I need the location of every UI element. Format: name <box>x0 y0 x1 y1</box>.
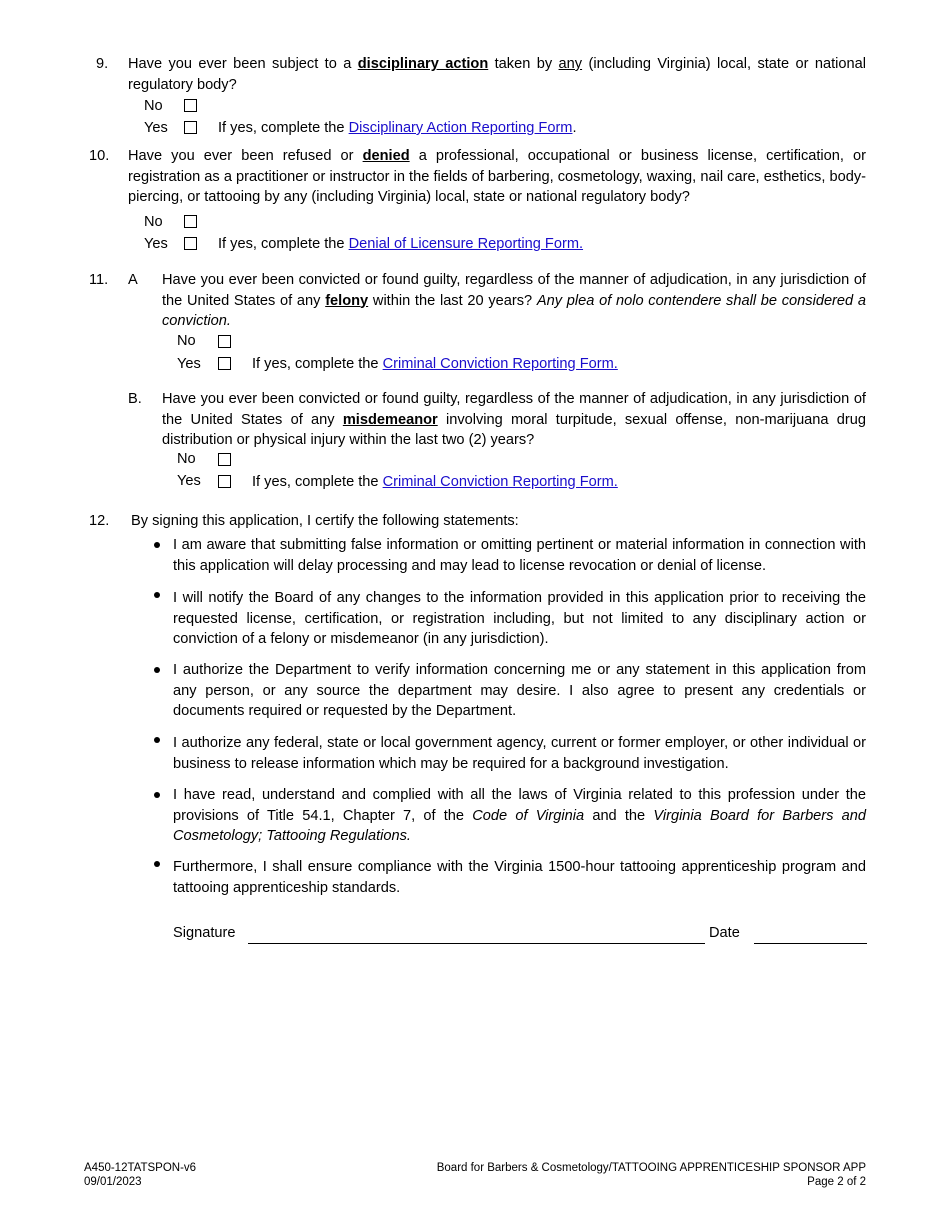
q10-no-label: No <box>144 214 163 230</box>
criminal-conviction-form-link-a[interactable]: Criminal Conviction Reporting Form. <box>382 356 618 372</box>
q10-question: Have you ever been refused or denied a professional, occupational or business license, certification, or registration as a practitioner or instructor in the fields of barbering, cosmetology, waxing, nail care, esthetics, body-piercing, or tattooing by any (including Virginia) local, state or national regulatory body? <box>128 148 866 205</box>
bullet-icon <box>154 592 160 598</box>
q12-intro: By signing this application, I certify the following statements: <box>131 513 519 529</box>
bullet-icon <box>154 792 160 798</box>
date-line[interactable] <box>754 943 867 944</box>
q11a-yes-label: Yes <box>177 356 201 372</box>
disciplinary-action-form-link[interactable]: Disciplinary Action Reporting Form <box>348 120 573 136</box>
footer-board-title: Board for Barbers & Cosmetology/TATTOOING APPRENTICESHIP SPONSOR APP <box>436 1162 866 1174</box>
q11b-question: Have you ever been convicted or found guilty, regardless of the manner of adjudication, in any jurisdiction of the United States of any misdemeanor involving moral turpitude, sexual offense, non-marijuana drug distribution or physical injury within the last two (2) years? <box>162 391 866 448</box>
q10-yes-label: Yes <box>144 236 168 252</box>
bullet-icon <box>154 667 160 673</box>
q10-number: 10. <box>89 148 110 164</box>
q10-yes-instruction: If yes, complete the Denial of Licensure Reporting Form. <box>218 236 584 252</box>
footer-form-code: A450-12TATSPON-v6 <box>84 1162 197 1174</box>
q10-no-checkbox[interactable] <box>184 215 197 228</box>
q11b-no-label: No <box>177 451 196 467</box>
certify-statement-5: I have read, understand and complied with all the laws of Virginia related to this profession under the provisions of Title 54.1, Chapter 7, of the Code of Virginia and the Virginia Board for Barbers and Cosmetology; Tattooing Regulations. <box>173 787 867 844</box>
criminal-conviction-form-link-b[interactable]: Criminal Conviction Reporting Form. <box>382 474 618 490</box>
certify-statement-6: Furthermore, I shall ensure compliance with the Virginia 1500-hour tattooing apprenticeship program and tattooing apprenticeship standards. <box>173 859 866 896</box>
date-label: Date <box>709 925 740 941</box>
q11a-no-label: No <box>177 333 196 349</box>
q11b-yes-instruction: If yes, complete the Criminal Conviction Reporting Form. <box>252 474 618 490</box>
signature-line[interactable] <box>248 943 705 944</box>
q11b-letter: B. <box>128 391 142 407</box>
bullet-icon <box>154 737 160 743</box>
q12-number: 12. <box>89 513 110 529</box>
q9-no-checkbox[interactable] <box>184 99 197 112</box>
bullet-icon <box>154 861 160 867</box>
q11a-yes-instruction: If yes, complete the Criminal Conviction Reporting Form. <box>252 356 618 372</box>
signature-label: Signature <box>173 925 236 941</box>
footer-form-date: 09/01/2023 <box>84 1176 142 1188</box>
q11-number: 11. <box>89 272 109 288</box>
q10-yes-checkbox[interactable] <box>184 237 197 250</box>
q9-yes-checkbox[interactable] <box>184 121 197 134</box>
q11b-no-checkbox[interactable] <box>218 453 231 466</box>
certify-statement-4: I authorize any federal, state or local government agency, current or former employer, or other individual or business to release information which may be required for a background investigation. <box>173 735 866 772</box>
certify-statement-3: I authorize the Department to verify information concerning me or any statement in this application from any person, or any source the department may desire. I also agree to present any credentials or documents required or requested by the Department. <box>173 662 866 719</box>
certify-statement-1: I am aware that submitting false information or omitting pertinent or material information in connection with this application will delay processing and may lead to license revocation or denial of license. <box>173 537 866 574</box>
q11a-question: Have you ever been convicted or found guilty, regardless of the manner of adjudication, in any jurisdiction of the United States of any felony within the last 20 years? Any plea of nolo contendere shall be considered a conviction. <box>162 272 866 329</box>
denial-of-licensure-form-link[interactable]: Denial of Licensure Reporting Form. <box>348 236 584 252</box>
q11b-yes-checkbox[interactable] <box>218 475 231 488</box>
q11a-letter: A <box>128 272 138 288</box>
q11b-yes-label: Yes <box>177 473 201 489</box>
q11a-yes-checkbox[interactable] <box>218 357 231 370</box>
q9-question: Have you ever been subject to a disciplinary action taken by any (including Virginia) local, state or national regulatory body? <box>128 56 866 93</box>
q11a-no-checkbox[interactable] <box>218 335 231 348</box>
footer-page-number: Page 2 of 2 <box>807 1176 866 1188</box>
bullet-icon <box>154 542 160 548</box>
q9-number: 9. <box>96 56 109 72</box>
q9-yes-label: Yes <box>144 120 168 136</box>
q9-no-label: No <box>144 98 163 114</box>
q9-yes-instruction: If yes, complete the Disciplinary Action Reporting Form. <box>218 120 577 136</box>
certify-statement-2: I will notify the Board of any changes to the information provided in this application prior to receiving the requested license, certification, or registration including, but not limited to any disciplinary action or conviction of a felony or misdemeanor (in any jurisdiction). <box>173 590 866 647</box>
